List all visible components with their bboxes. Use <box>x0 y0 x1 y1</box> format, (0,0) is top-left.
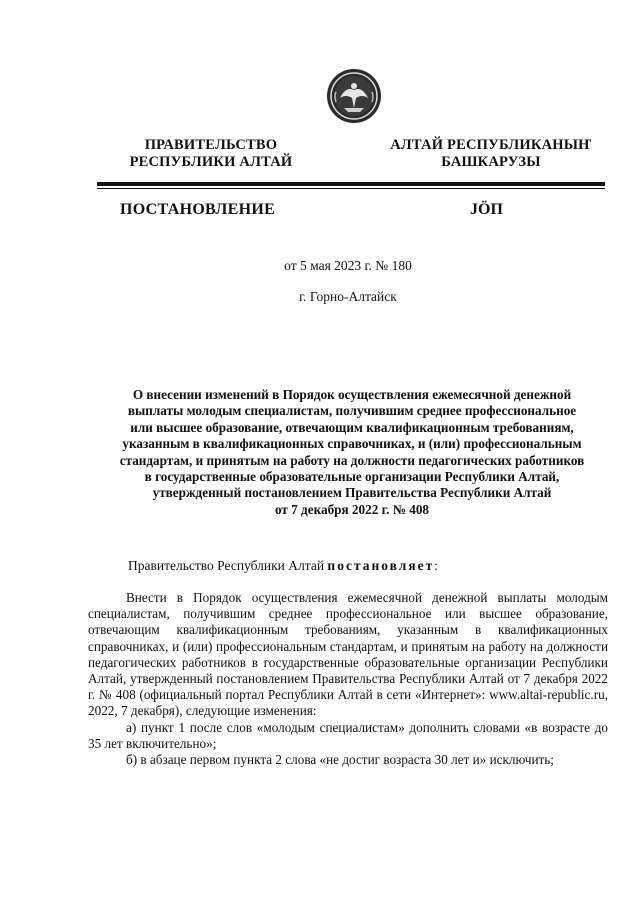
document-date-number: от 5 мая 2023 г. № 180 <box>284 258 412 273</box>
body-paragraph: Внести в Порядок осуществления ежемесячной денежной выплаты молодым специалистам, получившим среднее профессиональное или высшее образование, отвечающим квалификационным требованиям, указанным в квалификационных справочниках, и (или) профессиональным стандартам, и принятым на работу на должности педагогических работников в государственные образовательные организации Республики Алтай, утвержденный постановлением Правительства Республики Алтай от 7 декабря 2022 г. № 408 (официальный портал Республики Алтай в сети «Интернет»: www.altai-republic.ru, 2022, 7 декабря), следующие изменения: <box>88 590 608 719</box>
title-line: утвержденный постановлением Правительства Республики Алтай <box>152 485 552 501</box>
header-left-line-1: ПРАВИТЕЛЬСТВО <box>144 137 278 153</box>
body-item-b: б) в абзаце первом пункта 2 слова «не достиг возраста 30 лет и» исключить; <box>126 752 554 768</box>
preamble-suffix: : <box>434 558 439 573</box>
preamble <box>128 558 438 574</box>
header-divider-thin <box>97 188 605 189</box>
title-line: в государственные образовательные организации Республики Алтай, <box>144 469 560 485</box>
header-left-line-2: РЕСПУБЛИКИ АЛТАЙ <box>129 154 293 170</box>
altai-republic-emblem-icon <box>326 68 382 124</box>
preamble-emphasis: постановляет <box>327 558 435 573</box>
title-line: от 7 декабря 2022 г. № 408 <box>274 501 430 517</box>
header-right-line-2: БАШКАРУЗЫ <box>441 154 541 170</box>
header-right-line-1: АЛТАЙ РЕСПУБЛИКАНЫҤ <box>390 137 592 153</box>
header-right-block <box>388 137 594 171</box>
title-line: указанным в квалификационных справочниках, и (или) профессиональным <box>122 436 582 452</box>
body-item-a: а) пункт 1 после слов «молодым специалистам» дополнить словами «в возрасте до 35 лет включительно»; <box>88 719 608 751</box>
title-line: О внесении изменений в Порядок осуществления ежемесячной денежной <box>132 387 572 402</box>
title-line: выплаты молодым специалистам, получившим среднее профессиональное <box>127 403 577 419</box>
document-body <box>88 590 608 768</box>
document-title <box>96 387 608 518</box>
doc-type-altai: JÖП <box>470 201 503 218</box>
header-divider-thick <box>97 182 605 186</box>
header-left-block <box>104 137 318 171</box>
title-line: стандартам, и принятым на работу на должности педагогических работников <box>119 452 585 468</box>
title-line: или высшее образование, отвечающим квалификационным требованиям, <box>130 419 574 435</box>
preamble-prefix: Правительство Республики Алтай <box>128 558 328 573</box>
document-city: г. Горно-Алтайск <box>299 289 397 304</box>
doc-type-russian: ПОСТАНОВЛЕНИЕ <box>120 201 276 218</box>
